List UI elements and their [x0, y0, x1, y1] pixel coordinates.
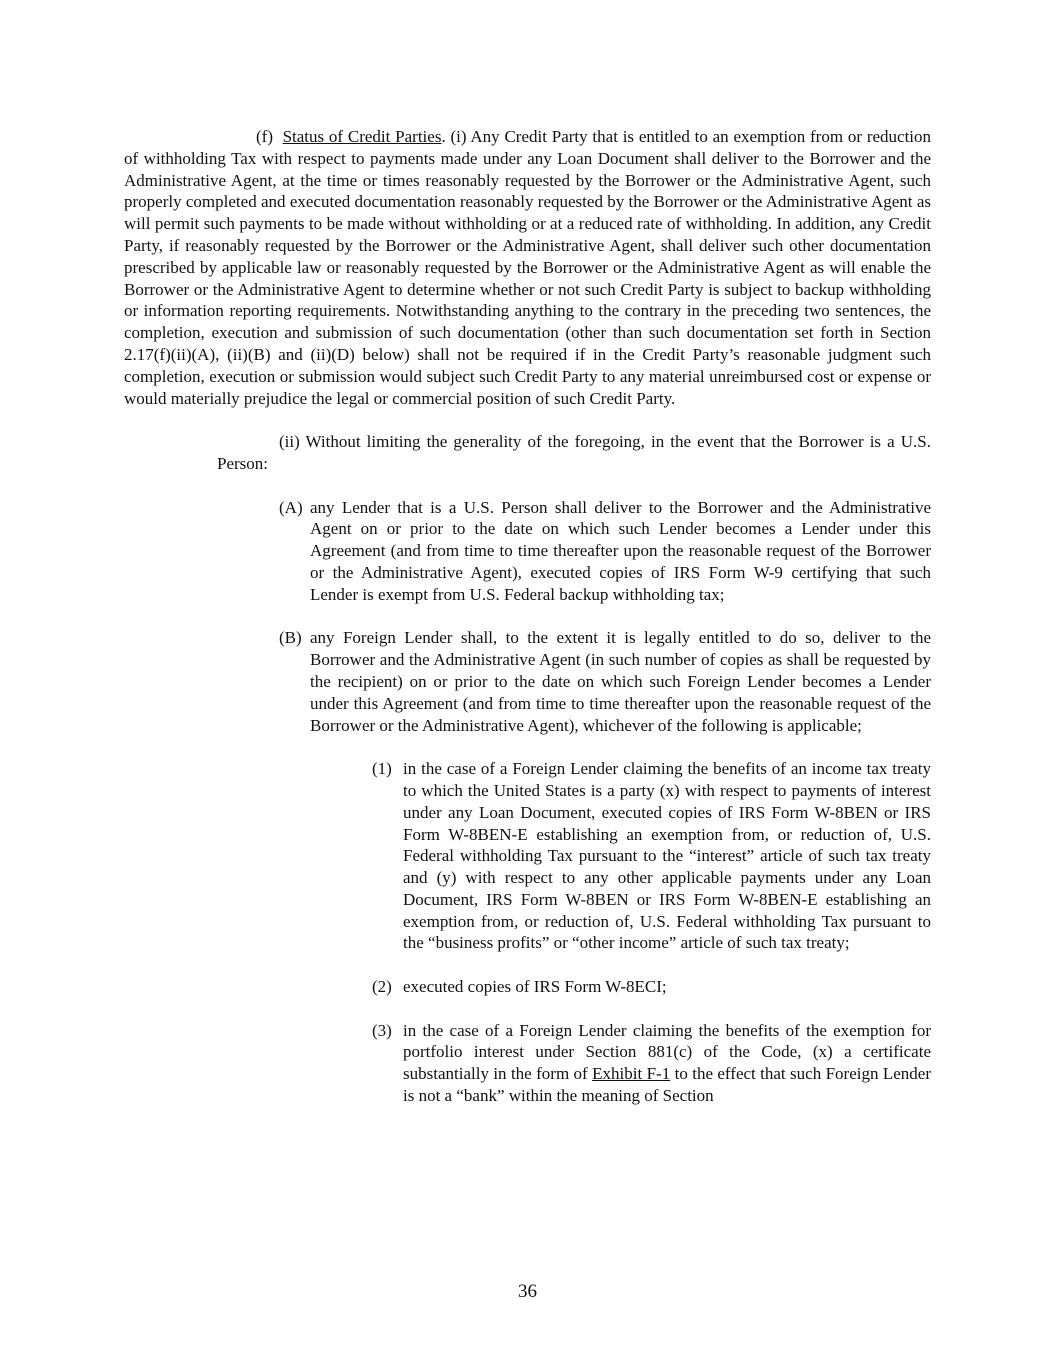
- paragraph-ii: (ii) Without limiting the generality of the foregoing, in the event that the Borrower is a U.S. Person:: [217, 432, 931, 473]
- paragraph-f: [124, 126, 931, 409]
- list-item-text: any Lender that is a U.S. Person shall deliver to the Borrower and the Administrative Agent on or prior to the date on which such Lender becomes a Lender under this Agreement (and from time to time thereafter upon the reasonable request of the Borrower or the Administrative Agent), executed copies of IRS Form W-9 certifying that such Lender is exempt from U.S. Federal backup withholding tax;: [310, 497, 931, 604]
- paragraph-f-label: (f): [256, 127, 273, 146]
- list-item-1: [372, 758, 931, 954]
- list-item-text-after: to the effect that such Foreign Lender is not a “bank” within the meaning of Section: [403, 1064, 932, 1106]
- list-item-label: (2): [372, 977, 392, 997]
- list-item-label: (B): [279, 628, 302, 648]
- list-item-label: (A): [279, 497, 303, 517]
- paragraph-f-text: . (i) Any Credit Party that is entitled to an exemption from or reduction of withholding Tax with respect to payments made under any Loan Document shall deliver to the Borrower and the Administrative Agent, at the time or times reasonably requested by the Borrower or the Administrative Agent, such properly completed and executed documentation reasonably requested by the Borrower or the Administrative Agent as will permit such payments to be made without withholding or at a reduced rate of withholding. In addition, any Credit Party, if reasonably requested by the Borrower or the Administrative Agent, shall deliver such other documentation prescribed by applicable law or reasonably requested by the Borrower or the Administrative Agent as will enable the Borrower or the Administrative Agent to determine whether or not such Credit Party is subject to backup withholding or information reporting requirements. Notwithstanding anything to the contrary in the preceding two sentences, the completion, execution and submission of such documentation (other than such documentation set forth in Section 2.17(f)(ii)(A), (ii)(B) and (ii)(D) below) shall not be required if in the Credit Party’s reasonable judgment such completion, execution or submission would subject such Credit Party to any material unreimbursed cost or expense or would materially prejudice the legal or commercial position of such Credit Party.: [124, 127, 932, 408]
- list-item-text: any Foreign Lender shall, to the extent it is legally entitled to do so, deliver to the Borrower and the Administrative Agent (in such number of copies as shall be requested by the recipient) on or prior to the date on which such Foreign Lender becomes a Lender under this Agreement (and from time to time thereafter upon the reasonable request of the Borrower or the Administrative Agent), whichever of the following is applicable;: [310, 628, 931, 735]
- list-item-text: executed copies of IRS Form W-8ECI;: [403, 977, 667, 997]
- exhibit-f1-link[interactable]: Exhibit F-1: [592, 1064, 671, 1084]
- paragraph-f-heading: Status of Credit Parties: [282, 127, 442, 146]
- list-item-2: [372, 976, 931, 998]
- list-item-label: (1): [372, 759, 392, 779]
- list-item-3: [372, 1020, 931, 1107]
- list-item-text-before: in the case of a Foreign Lender claiming the benefits of the exemption for portfolio interest under Section 881(c) of the Code, (x) a certificate substantially in the form of: [403, 1020, 931, 1084]
- list-item-A: [279, 497, 931, 606]
- page-number: 36: [518, 1281, 537, 1302]
- list-item-text: in the case of a Foreign Lender claiming the benefits of an income tax treaty to which the United States is a party (x) with respect to payments of interest under any Loan Document, executed copies of IRS Form W-8BEN or IRS Form W-8BEN-E establishing an exemption from, or reduction of, U.S. Federal withholding Tax pursuant to the “interest” article of such tax treaty and (y) with respect to any other applicable payments under any Loan Document, IRS Form W-8BEN or IRS Form W-8BEN-E establishing an exemption from, or reduction of, U.S. Federal withholding Tax pursuant to the “business profits” or “other income” article of such tax treaty;: [403, 759, 931, 953]
- document-page: [124, 126, 931, 1107]
- list-item-B: [279, 627, 931, 736]
- list-item-label: (3): [372, 1020, 392, 1040]
- list-item-text: [403, 1020, 931, 1107]
